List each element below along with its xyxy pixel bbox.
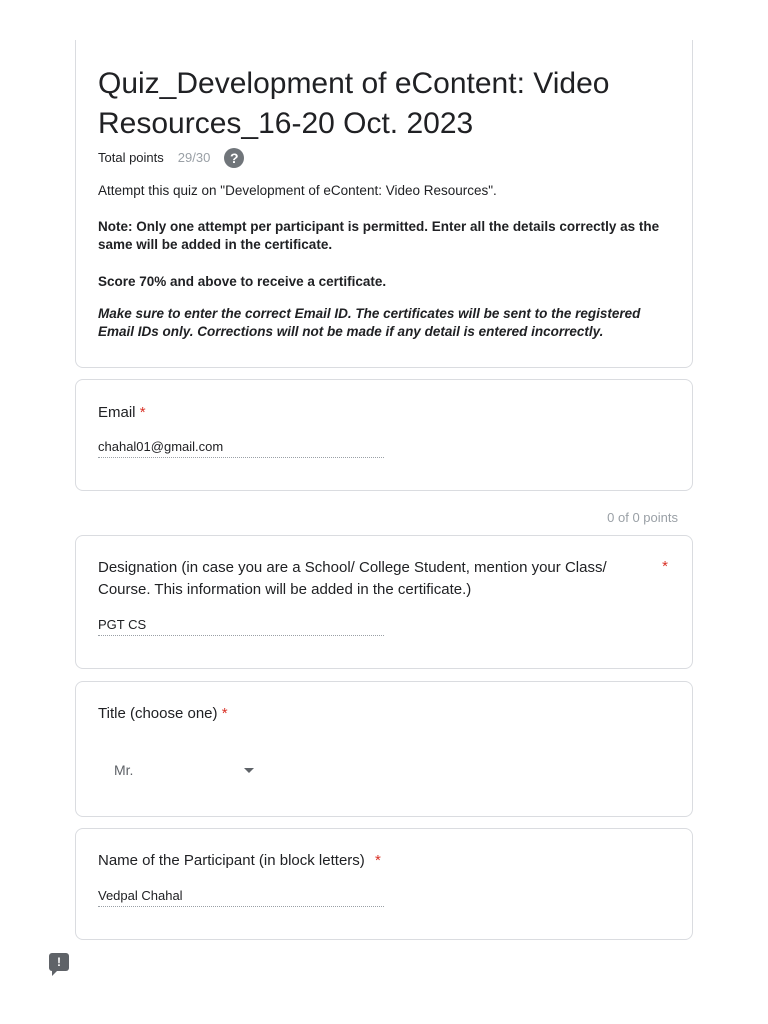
- total-points-label: Total points: [98, 149, 164, 165]
- designation-question-card: [75, 535, 693, 669]
- title-question: [98, 703, 228, 725]
- designation-label: Designation (in case you are a School/ College Student, mention your Class/ Course. This information will be added in the certificate.): [98, 559, 607, 598]
- form-note: Note: Only one attempt per participant is permitted. Enter all the details correctly as the same will be added in the certificate.: [98, 219, 660, 252]
- title-question-card: [75, 681, 693, 817]
- required-mark: *: [139, 404, 146, 421]
- report-feedback-icon[interactable]: !: [49, 953, 69, 971]
- required-mark: *: [374, 852, 381, 869]
- participant-name-question-card: [75, 828, 693, 940]
- participant-name-answer: Vedpal Chahal: [98, 887, 384, 907]
- email-label: Email: [98, 404, 136, 421]
- title-dropdown[interactable]: [114, 762, 254, 778]
- dropdown-caret-icon: [244, 768, 254, 773]
- required-mark: *: [221, 705, 228, 722]
- form-title: Quiz_Development of eContent: Video Resources_16-20 Oct. 2023: [98, 67, 610, 140]
- email-question-card: [75, 379, 693, 491]
- section-points: 0 of 0 points: [607, 510, 678, 525]
- required-mark: *: [662, 558, 668, 575]
- email-answer: chahal01@gmail.com: [98, 438, 384, 458]
- participant-name-question: [98, 850, 381, 872]
- form-header-card: [75, 40, 693, 368]
- participant-name-label: Name of the Participant (in block letters): [98, 852, 365, 869]
- designation-answer: PGT CS: [98, 616, 384, 636]
- form-description: Attempt this quiz on "Development of eContent: Video Resources".: [98, 183, 497, 198]
- score-note: Score 70% and above to receive a certificate.: [98, 274, 387, 289]
- total-points-row: [98, 146, 244, 168]
- title-label: Title (choose one): [98, 705, 218, 722]
- email-question: [98, 402, 146, 424]
- email-note: Make sure to enter the correct Email ID. The certificates will be sent to the registered Email IDs only. Corrections will not be made if any detail is entered incorrectly.: [98, 306, 641, 339]
- help-icon[interactable]: ?: [224, 148, 244, 168]
- total-points-value: 29/30: [177, 149, 211, 165]
- title-dropdown-value: Mr.: [114, 762, 134, 778]
